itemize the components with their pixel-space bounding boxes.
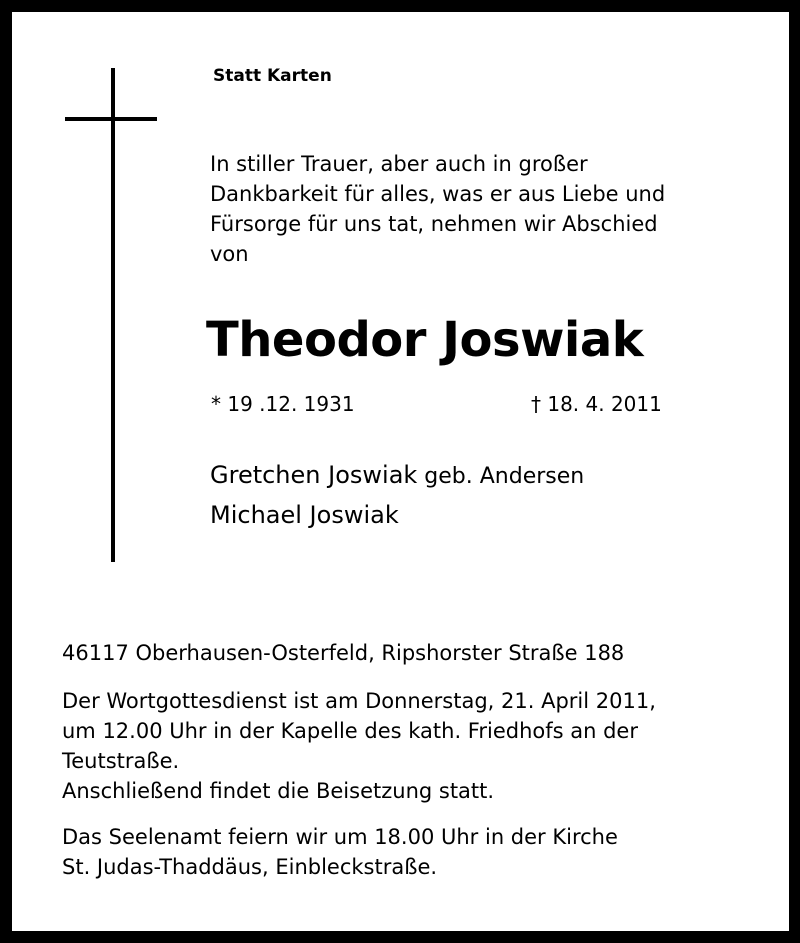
service-line: Anschließend findet die Beisetzung statt. bbox=[62, 779, 495, 803]
mourner-entry bbox=[210, 496, 584, 536]
service-line: um 12.00 Uhr in der Kapelle des kath. Friedhofs an der bbox=[62, 719, 638, 743]
intro-text bbox=[210, 149, 665, 269]
intro-line: Fürsorge für uns tat, nehmen wir Abschied bbox=[210, 212, 658, 236]
intro-line: von bbox=[210, 242, 249, 266]
notice-header: Statt Karten bbox=[213, 66, 332, 86]
deceased-name: Theodor Joswiak bbox=[206, 312, 644, 368]
requiem-info bbox=[62, 822, 618, 882]
mourner-name: Michael Joswiak bbox=[210, 501, 399, 529]
mourner-name: Gretchen Joswiak bbox=[210, 461, 418, 489]
requiem-line: Das Seelenamt feiern wir um 18.00 Uhr in der Kirche bbox=[62, 825, 618, 849]
birth-date: * 19 .12. 1931 bbox=[211, 392, 355, 416]
mourners-list bbox=[210, 456, 584, 536]
requiem-line: St. Judas-Thaddäus, Einbleckstraße. bbox=[62, 855, 438, 879]
address: 46117 Oberhausen-Osterfeld, Ripshorster Straße 188 bbox=[62, 641, 625, 665]
cross-icon-horizontal-bar bbox=[65, 117, 157, 121]
intro-line: In stiller Trauer, aber auch in großer bbox=[210, 152, 588, 176]
cross-icon-vertical-bar bbox=[111, 68, 115, 562]
service-line: Teutstraße. bbox=[62, 749, 180, 773]
death-date: † 18. 4. 2011 bbox=[531, 392, 662, 416]
mourner-entry bbox=[210, 456, 584, 496]
service-line: Der Wortgottesdienst ist am Donnerstag, 21. April 2011, bbox=[62, 689, 656, 713]
obituary-card bbox=[12, 12, 789, 931]
intro-line: Dankbarkeit für alles, was er aus Liebe und bbox=[210, 182, 666, 206]
mourner-suffix: geb. Andersen bbox=[417, 464, 585, 489]
service-info bbox=[62, 686, 656, 806]
